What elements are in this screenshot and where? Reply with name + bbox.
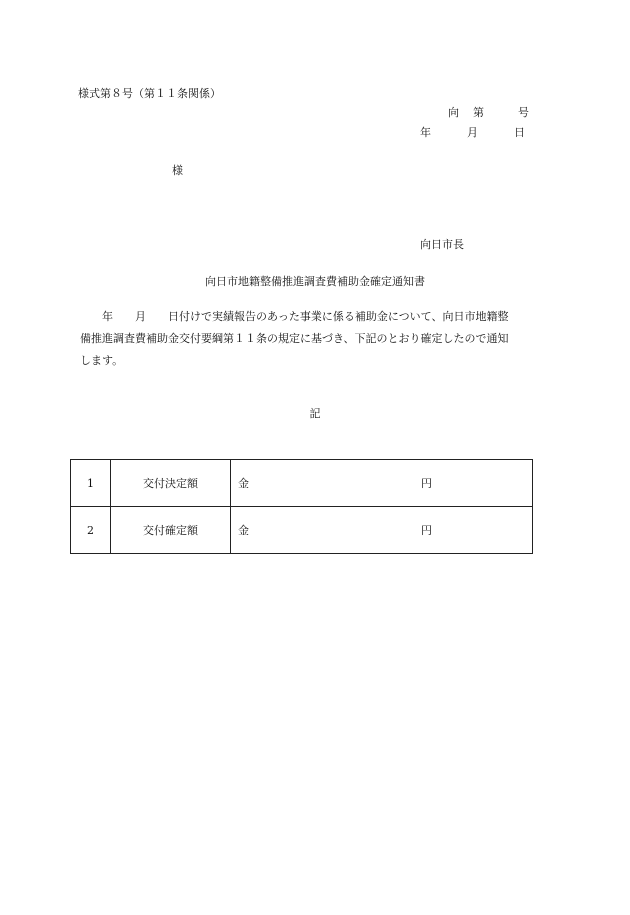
body-line-1: 年 月 日付けで実績報告のあった事業に係る補助金について、向日市地籍整	[80, 310, 509, 323]
kin-label: 金	[238, 477, 249, 490]
reference-number-line	[448, 104, 529, 120]
table-row	[71, 507, 533, 554]
date-line	[420, 124, 525, 140]
kin-label: 金	[238, 524, 249, 537]
ref-dai: 第	[473, 106, 484, 119]
yen-unit: 円	[421, 477, 432, 490]
amounts-table	[70, 459, 533, 554]
ref-prefix: 向	[448, 106, 459, 119]
row-item-label: 交付決定額	[111, 460, 231, 507]
ref-go: 号	[518, 106, 529, 119]
issuer-name: 向日市長	[420, 238, 464, 251]
amount-field	[231, 507, 533, 554]
amount-field	[231, 460, 533, 507]
addressee-honorific: 様	[172, 164, 183, 177]
yen-unit: 円	[421, 524, 432, 537]
row-number: 2	[71, 507, 111, 554]
body-paragraph	[80, 306, 556, 372]
date-year: 年	[420, 126, 431, 139]
document-title: 向日市地籍整備推進調査費補助金確定通知書	[205, 275, 425, 288]
ki-heading: 記	[309, 407, 321, 420]
date-month: 月	[467, 126, 478, 139]
row-item-label: 交付確定額	[111, 507, 231, 554]
date-day: 日	[514, 126, 525, 139]
table-row	[71, 460, 533, 507]
body-line-3: します。	[80, 354, 124, 367]
form-label: 様式第８号（第１１条関係）	[78, 87, 221, 100]
row-number: 1	[71, 460, 111, 507]
body-line-2: 備推進調査費補助金交付要綱第１１条の規定に基づき、下記のとおり確定したので通知	[80, 332, 509, 345]
